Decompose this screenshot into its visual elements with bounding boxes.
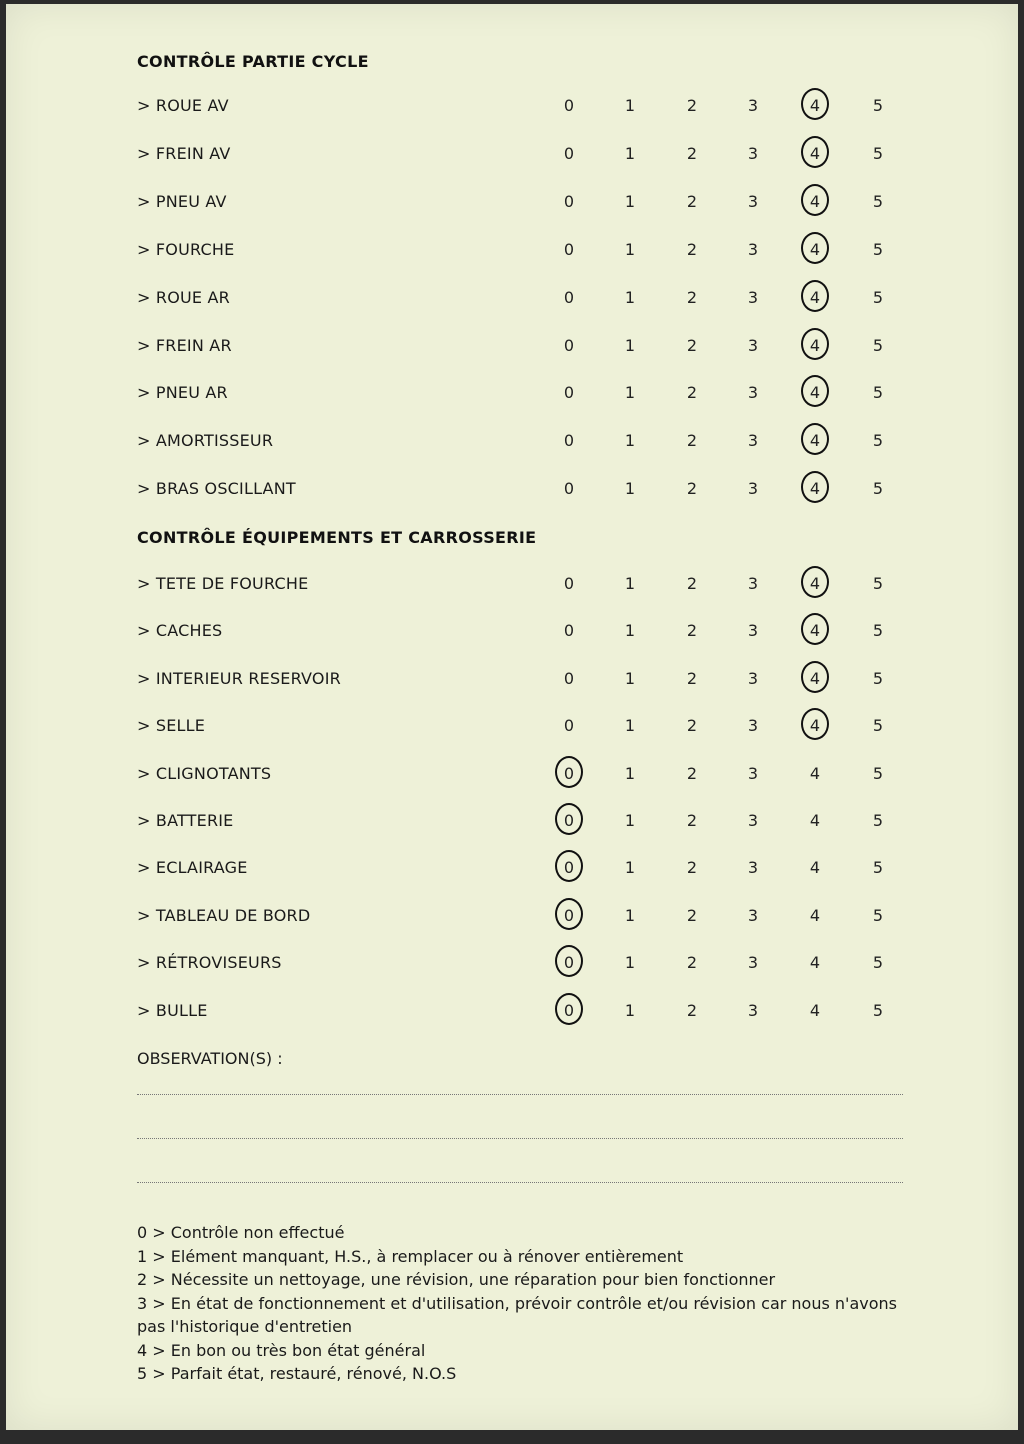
score-option-2[interactable] [677, 431, 707, 450]
item-label: > ROUE AV [137, 96, 229, 115]
score-option-3[interactable] [738, 431, 768, 450]
score-value: 3 [747, 335, 759, 355]
score-value: 1 [624, 287, 636, 307]
score-option-5[interactable] [863, 1001, 893, 1020]
item-label: > BRAS OSCILLANT [137, 479, 296, 499]
score-value: 0 [563, 763, 575, 783]
score-option-3[interactable] [738, 336, 768, 355]
item-label: > CACHES [137, 621, 223, 641]
score-value: 0 [563, 621, 575, 641]
inspection-row [6, 574, 1018, 604]
score-value: 2 [686, 716, 698, 736]
score-option-1[interactable] [615, 716, 645, 735]
item-label: > FREIN AV [137, 143, 231, 163]
score-option-1[interactable] [615, 192, 645, 211]
score-option-2[interactable] [677, 621, 707, 640]
score-value: 2 [686, 431, 698, 451]
score-value: 0 [563, 335, 575, 355]
score-value: 2 [686, 143, 698, 163]
score-value: 3 [747, 191, 759, 211]
score-value: 5 [872, 763, 884, 783]
score-value: 5 [872, 574, 884, 593]
score-option-5[interactable] [863, 953, 893, 972]
score-value: 4 [809, 239, 821, 259]
score-option-2[interactable] [677, 858, 707, 877]
score-option-1[interactable] [615, 953, 645, 972]
score-option-1[interactable] [615, 479, 645, 498]
score-value: 4 [809, 287, 821, 307]
score-value: 3 [747, 479, 759, 499]
inspection-row [6, 669, 1018, 699]
score-value: 3 [747, 143, 759, 163]
score-value: 0 [563, 239, 575, 259]
score-option-0[interactable] [554, 953, 584, 972]
score-value: 5 [872, 96, 884, 115]
item-label: > BATTERIE [137, 811, 234, 830]
score-option-4[interactable] [800, 479, 830, 498]
score-option-0[interactable] [554, 96, 584, 115]
legend-item: 2 > Nécessite un nettoyage, une révision, une réparation pour bien fonctionner [137, 1270, 776, 1289]
score-option-2[interactable] [677, 669, 707, 688]
score-option-5[interactable] [863, 811, 893, 830]
score-value: 4 [809, 858, 821, 878]
observation-line[interactable] [137, 1182, 903, 1183]
legend-item: 0 > Contrôle non effectué [137, 1223, 345, 1242]
score-value: 1 [624, 383, 636, 403]
score-value: 3 [747, 383, 759, 403]
item-label: > PNEU AR [137, 383, 228, 403]
score-value: 4 [809, 383, 821, 403]
score-value: 2 [686, 96, 698, 115]
legend-item: 4 > En bon ou très bon état général [137, 1340, 426, 1360]
score-value: 2 [686, 287, 698, 307]
score-option-1[interactable] [615, 811, 645, 830]
score-value: 3 [747, 763, 759, 783]
score-value: 3 [747, 1000, 759, 1020]
score-option-2[interactable] [677, 906, 707, 925]
section-title-equipment: CONTRÔLE ÉQUIPEMENTS ET CARROSSERIE [137, 528, 537, 547]
score-option-4[interactable] [800, 811, 830, 830]
item-label: > SELLE [137, 716, 206, 736]
score-value: 2 [686, 335, 698, 355]
item-label: > BULLE [137, 1000, 208, 1020]
item-label: > INTERIEUR RESERVOIR [137, 668, 341, 688]
score-option-5[interactable] [863, 716, 893, 735]
score-option-4[interactable] [800, 144, 830, 163]
score-option-1[interactable] [615, 574, 645, 593]
score-option-3[interactable] [738, 1001, 768, 1020]
score-value: 4 [809, 335, 821, 355]
score-value: 0 [563, 716, 575, 736]
inspection-row [6, 906, 1018, 936]
score-option-5[interactable] [863, 96, 893, 115]
score-value: 4 [809, 763, 821, 783]
score-value: 0 [563, 383, 575, 403]
inspection-row [6, 336, 1018, 366]
score-option-1[interactable] [615, 96, 645, 115]
score-value: 2 [686, 763, 698, 783]
inspection-row [6, 811, 1018, 841]
score-option-2[interactable] [677, 811, 707, 830]
item-label: > TETE DE FOURCHE [137, 574, 309, 593]
score-value: 1 [624, 763, 636, 783]
score-value: 5 [872, 811, 884, 830]
score-value: 5 [872, 143, 884, 163]
score-value: 4 [809, 811, 821, 830]
score-option-2[interactable] [677, 953, 707, 972]
score-option-5[interactable] [863, 764, 893, 783]
score-option-2[interactable] [677, 288, 707, 307]
score-option-4[interactable] [800, 96, 830, 115]
score-value: 3 [747, 668, 759, 688]
score-option-4[interactable] [800, 336, 830, 355]
score-value: 5 [872, 953, 884, 973]
score-value: 1 [624, 239, 636, 259]
score-value: 2 [686, 905, 698, 925]
scale-legend [137, 1221, 897, 1386]
score-value: 1 [624, 953, 636, 973]
score-value: 4 [809, 191, 821, 211]
score-option-1[interactable] [615, 240, 645, 259]
score-option-1[interactable] [615, 764, 645, 783]
score-value: 5 [872, 716, 884, 736]
score-option-1[interactable] [615, 288, 645, 307]
score-value: 0 [563, 668, 575, 688]
score-value: 0 [563, 1000, 575, 1020]
score-value: 5 [872, 287, 884, 307]
item-label: > TABLEAU DE BORD [137, 905, 311, 925]
score-value: 2 [686, 621, 698, 641]
score-option-1[interactable] [615, 336, 645, 355]
score-value: 4 [809, 621, 821, 641]
score-option-4[interactable] [800, 716, 830, 735]
score-option-0[interactable] [554, 240, 584, 259]
score-value: 5 [872, 479, 884, 499]
score-value: 2 [686, 1000, 698, 1020]
score-value: 3 [747, 858, 759, 878]
score-option-2[interactable] [677, 716, 707, 735]
item-label: > RÉTROVISEURS [137, 953, 282, 973]
score-option-4[interactable] [800, 669, 830, 688]
score-value: 3 [747, 716, 759, 736]
score-value: 4 [809, 431, 821, 451]
score-value: 0 [563, 953, 575, 973]
score-option-4[interactable] [800, 906, 830, 925]
score-option-5[interactable] [863, 574, 893, 593]
score-option-4[interactable] [800, 288, 830, 307]
observation-line[interactable] [137, 1094, 903, 1095]
score-option-1[interactable] [615, 621, 645, 640]
score-option-0[interactable] [554, 431, 584, 450]
score-option-5[interactable] [863, 621, 893, 640]
score-option-0[interactable] [554, 716, 584, 735]
score-value: 0 [563, 431, 575, 451]
score-value: 1 [624, 621, 636, 641]
score-option-0[interactable] [554, 906, 584, 925]
score-value: 4 [809, 574, 821, 593]
score-option-3[interactable] [738, 621, 768, 640]
score-value: 5 [872, 191, 884, 211]
score-option-4[interactable] [800, 1001, 830, 1020]
score-option-0[interactable] [554, 383, 584, 402]
inspection-row [6, 764, 1018, 794]
item-label: > PNEU AV [137, 191, 227, 211]
score-value: 2 [686, 383, 698, 403]
score-value: 5 [872, 1000, 884, 1020]
score-option-0[interactable] [554, 288, 584, 307]
section-title-cycle: CONTRÔLE PARTIE CYCLE [137, 52, 369, 71]
inspection-row [6, 144, 1018, 174]
inspection-row [6, 192, 1018, 222]
score-value: 3 [747, 431, 759, 451]
score-option-3[interactable] [738, 669, 768, 688]
inspection-row [6, 431, 1018, 461]
score-option-4[interactable] [800, 383, 830, 402]
score-value: 3 [747, 239, 759, 259]
score-value: 4 [809, 143, 821, 163]
score-option-0[interactable] [554, 858, 584, 877]
score-value: 3 [747, 621, 759, 641]
score-value: 3 [747, 287, 759, 307]
score-option-3[interactable] [738, 953, 768, 972]
score-option-1[interactable] [615, 858, 645, 877]
score-value: 0 [563, 479, 575, 499]
legend-item: 1 > Elément manquant, H.S., à remplacer ou à rénover entièrement [137, 1246, 684, 1266]
score-value: 3 [747, 574, 759, 593]
inspection-row [6, 621, 1018, 651]
score-option-1[interactable] [615, 144, 645, 163]
score-value: 1 [624, 716, 636, 736]
observations-label: OBSERVATION(S) : [137, 1049, 283, 1068]
score-option-3[interactable] [738, 574, 768, 593]
score-option-1[interactable] [615, 383, 645, 402]
score-option-0[interactable] [554, 144, 584, 163]
score-option-2[interactable] [677, 383, 707, 402]
legend-item: 5 > Parfait état, restauré, rénové, N.O.S [137, 1364, 457, 1383]
score-option-1[interactable] [615, 431, 645, 450]
score-option-5[interactable] [863, 669, 893, 688]
score-value: 3 [747, 811, 759, 830]
score-option-2[interactable] [677, 764, 707, 783]
score-option-2[interactable] [677, 144, 707, 163]
score-option-3[interactable] [738, 906, 768, 925]
score-value: 5 [872, 668, 884, 688]
observation-line[interactable] [137, 1138, 903, 1139]
item-label: > ROUE AR [137, 287, 230, 307]
score-value: 1 [624, 143, 636, 163]
score-value: 0 [563, 143, 575, 163]
score-value: 1 [624, 858, 636, 878]
inspection-row [6, 288, 1018, 318]
score-value: 2 [686, 191, 698, 211]
score-value: 2 [686, 574, 698, 593]
score-value: 5 [872, 239, 884, 259]
score-option-3[interactable] [738, 479, 768, 498]
score-option-2[interactable] [677, 336, 707, 355]
score-value: 1 [624, 574, 636, 593]
item-label: > FOURCHE [137, 239, 235, 259]
score-option-4[interactable] [800, 858, 830, 877]
score-value: 2 [686, 239, 698, 259]
score-value: 1 [624, 96, 636, 115]
item-label: > ECLAIRAGE [137, 858, 248, 878]
score-option-4[interactable] [800, 431, 830, 450]
score-value: 3 [747, 953, 759, 973]
score-value: 1 [624, 1000, 636, 1020]
score-value: 0 [563, 287, 575, 307]
item-label: > AMORTISSEUR [137, 431, 274, 451]
score-option-0[interactable] [554, 192, 584, 211]
score-value: 5 [872, 383, 884, 403]
score-value: 3 [747, 96, 759, 115]
score-option-5[interactable] [863, 240, 893, 259]
score-value: 4 [809, 96, 821, 115]
score-option-2[interactable] [677, 1001, 707, 1020]
score-option-0[interactable] [554, 336, 584, 355]
score-value: 1 [624, 905, 636, 925]
score-option-5[interactable] [863, 431, 893, 450]
score-value: 3 [747, 905, 759, 925]
score-option-3[interactable] [738, 764, 768, 783]
item-label: > CLIGNOTANTS [137, 763, 272, 783]
score-value: 4 [809, 716, 821, 736]
score-option-2[interactable] [677, 240, 707, 259]
score-option-3[interactable] [738, 716, 768, 735]
score-value: 1 [624, 668, 636, 688]
score-option-2[interactable] [677, 479, 707, 498]
legend-item: 3 > En état de fonctionnement et d'utilisation, prévoir contrôle et/ou révision car nous n'avons pas l'historique d'entretien [137, 1293, 897, 1336]
score-value: 4 [809, 668, 821, 688]
score-option-0[interactable] [554, 1001, 584, 1020]
score-option-0[interactable] [554, 574, 584, 593]
score-option-5[interactable] [863, 192, 893, 211]
score-option-5[interactable] [863, 383, 893, 402]
score-value: 4 [809, 953, 821, 973]
score-value: 1 [624, 191, 636, 211]
score-value: 0 [563, 905, 575, 925]
score-value: 2 [686, 811, 698, 830]
score-value: 4 [809, 479, 821, 499]
score-option-4[interactable] [800, 574, 830, 593]
score-option-0[interactable] [554, 764, 584, 783]
score-option-4[interactable] [800, 240, 830, 259]
inspection-row [6, 858, 1018, 888]
score-option-1[interactable] [615, 906, 645, 925]
score-value: 1 [624, 811, 636, 830]
score-option-3[interactable] [738, 144, 768, 163]
score-value: 0 [563, 96, 575, 115]
score-option-3[interactable] [738, 192, 768, 211]
inspection-row [6, 96, 1018, 126]
score-option-5[interactable] [863, 336, 893, 355]
score-option-4[interactable] [800, 621, 830, 640]
inspection-row [6, 716, 1018, 746]
inspection-row [6, 383, 1018, 413]
score-option-2[interactable] [677, 192, 707, 211]
score-option-3[interactable] [738, 383, 768, 402]
score-option-3[interactable] [738, 288, 768, 307]
score-value: 0 [563, 858, 575, 878]
score-option-2[interactable] [677, 96, 707, 115]
score-value: 5 [872, 905, 884, 925]
score-value: 0 [563, 191, 575, 211]
score-value: 2 [686, 668, 698, 688]
score-option-5[interactable] [863, 479, 893, 498]
score-value: 4 [809, 905, 821, 925]
score-value: 1 [624, 479, 636, 499]
score-option-1[interactable] [615, 669, 645, 688]
score-option-4[interactable] [800, 192, 830, 211]
score-option-0[interactable] [554, 669, 584, 688]
score-value: 5 [872, 431, 884, 451]
score-value: 1 [624, 431, 636, 451]
score-option-4[interactable] [800, 953, 830, 972]
score-option-5[interactable] [863, 144, 893, 163]
score-option-0[interactable] [554, 479, 584, 498]
score-option-3[interactable] [738, 811, 768, 830]
score-value: 5 [872, 621, 884, 641]
score-option-5[interactable] [863, 288, 893, 307]
score-value: 0 [563, 811, 575, 830]
score-option-3[interactable] [738, 240, 768, 259]
score-value: 2 [686, 479, 698, 499]
score-value: 5 [872, 335, 884, 355]
score-option-5[interactable] [863, 906, 893, 925]
score-value: 0 [563, 574, 575, 593]
score-option-0[interactable] [554, 621, 584, 640]
inspection-row [6, 1001, 1018, 1031]
score-option-1[interactable] [615, 1001, 645, 1020]
item-label: > FREIN AR [137, 335, 232, 355]
score-option-5[interactable] [863, 858, 893, 877]
score-value: 1 [624, 335, 636, 355]
inspection-row [6, 240, 1018, 270]
inspection-sheet [6, 4, 1018, 1430]
inspection-row [6, 953, 1018, 983]
score-value: 5 [872, 858, 884, 878]
score-value: 4 [809, 1000, 821, 1020]
score-option-2[interactable] [677, 574, 707, 593]
score-option-0[interactable] [554, 811, 584, 830]
score-value: 2 [686, 953, 698, 973]
score-value: 2 [686, 858, 698, 878]
inspection-row [6, 479, 1018, 509]
score-option-3[interactable] [738, 858, 768, 877]
score-option-4[interactable] [800, 764, 830, 783]
score-option-3[interactable] [738, 96, 768, 115]
